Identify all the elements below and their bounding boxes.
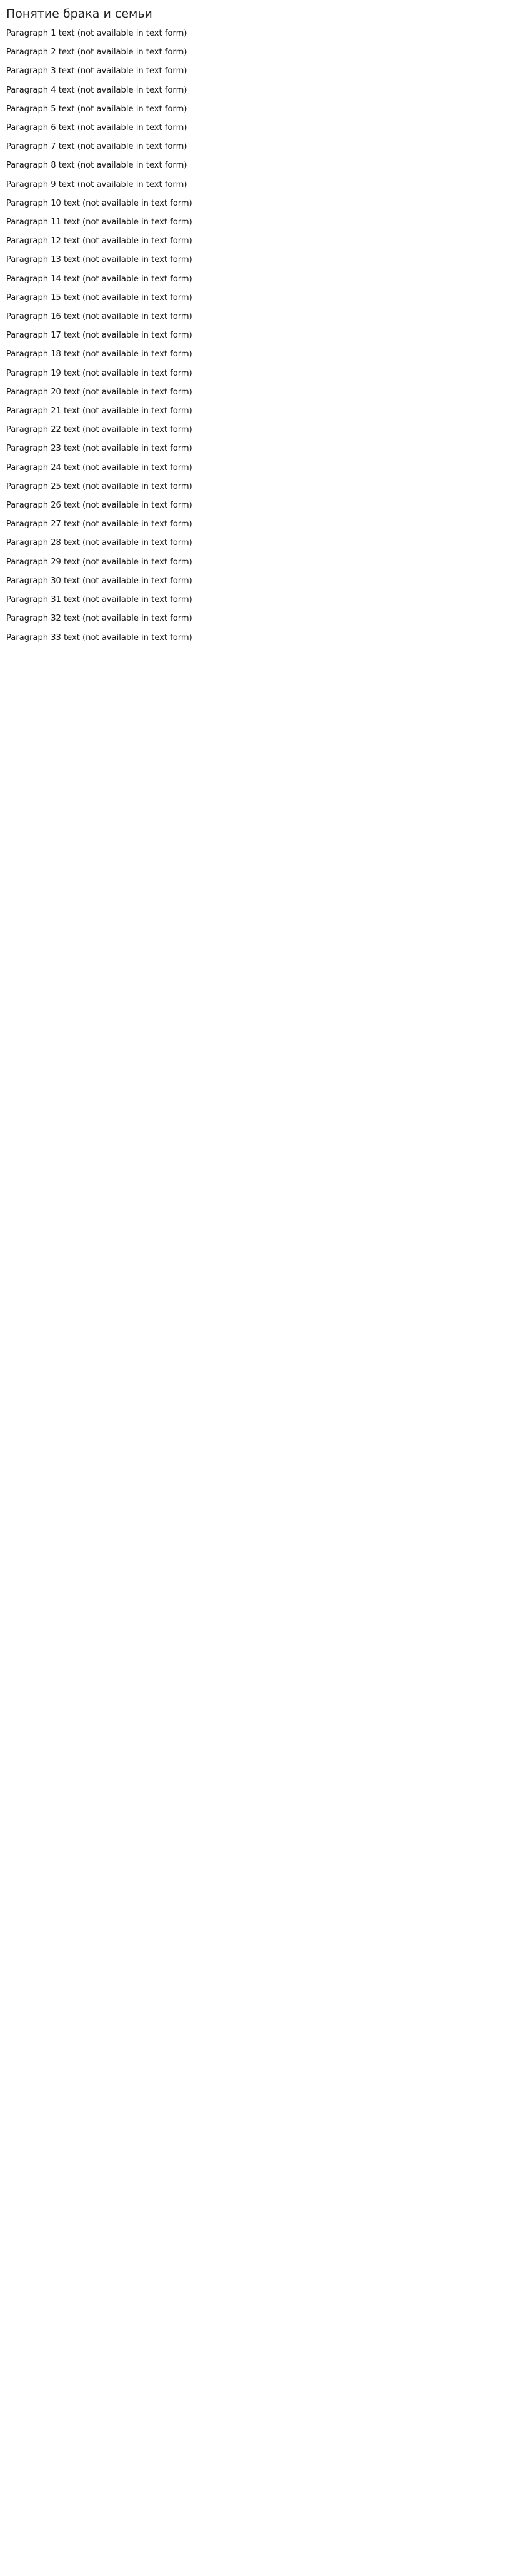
article-paragraph: Paragraph 22 text (not available in text form) [6, 425, 192, 435]
article-paragraph: Paragraph 16 text (not available in text form) [6, 312, 192, 322]
article-paragraph: Paragraph 33 text (not available in text form) [6, 633, 192, 643]
article-paragraph: Paragraph 17 text (not available in text form) [6, 331, 192, 341]
article-paragraph: Paragraph 5 text (not available in text form) [6, 104, 187, 114]
article-paragraph: Paragraph 25 text (not available in text form) [6, 481, 192, 491]
article-paragraph: Paragraph 29 text (not available in text form) [6, 557, 192, 567]
article-paragraph: Paragraph 19 text (not available in text form) [6, 368, 192, 378]
article-paragraph: Paragraph 10 text (not available in text form) [6, 198, 192, 208]
article-title: Понятие брака и семьи [6, 7, 152, 21]
article-paragraph: Paragraph 8 text (not available in text form) [6, 161, 187, 171]
article-paragraph: Paragraph 3 text (not available in text form) [6, 66, 187, 76]
article-paragraph: Paragraph 31 text (not available in text form) [6, 595, 192, 605]
article-paragraph: Paragraph 26 text (not available in text form) [6, 501, 192, 511]
article-paragraph: Paragraph 13 text (not available in text form) [6, 255, 192, 265]
article-paragraph: Paragraph 32 text (not available in text form) [6, 614, 192, 624]
article-paragraph: Paragraph 9 text (not available in text form) [6, 179, 187, 189]
article-paragraph: Paragraph 30 text (not available in text form) [6, 576, 192, 586]
article-paragraph: Paragraph 21 text (not available in text form) [6, 406, 192, 416]
article-paragraph: Paragraph 4 text (not available in text form) [6, 85, 187, 95]
article-paragraph: Paragraph 15 text (not available in text form) [6, 293, 192, 303]
article-paragraph: Paragraph 12 text (not available in text form) [6, 236, 192, 246]
article-paragraph: Paragraph 7 text (not available in text form) [6, 142, 187, 152]
article-paragraph: Paragraph 14 text (not available in text form) [6, 274, 192, 284]
article-paragraph: Paragraph 27 text (not available in text form) [6, 519, 192, 529]
article-paragraph: Paragraph 24 text (not available in text form) [6, 463, 192, 473]
article-paragraph: Paragraph 18 text (not available in text form) [6, 349, 192, 359]
article-paragraph: Paragraph 2 text (not available in text form) [6, 48, 187, 58]
article-paragraph: Paragraph 6 text (not available in text form) [6, 123, 187, 133]
article-paragraph: Paragraph 23 text (not available in text form) [6, 444, 192, 454]
article-page [0, 0, 529, 658]
article-paragraph: Paragraph 20 text (not available in text form) [6, 387, 192, 397]
article-paragraph: Paragraph 1 text (not available in text form) [6, 29, 187, 38]
article-paragraph: Paragraph 11 text (not available in text form) [6, 218, 192, 228]
article-paragraph: Paragraph 28 text (not available in text form) [6, 538, 192, 548]
